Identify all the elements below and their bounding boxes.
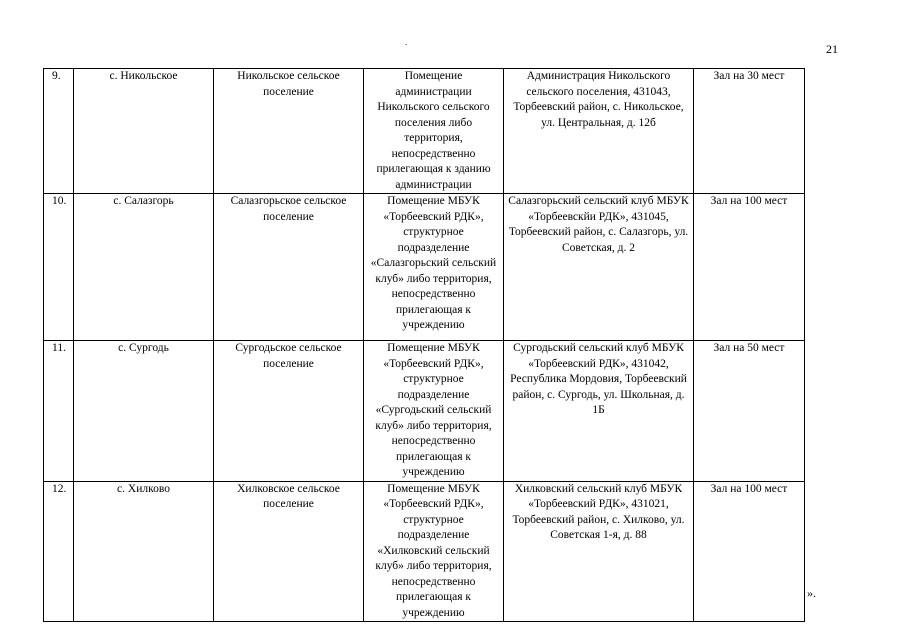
row-number: 10. <box>44 194 74 341</box>
capacity-cell: Зал на 100 мест <box>694 194 805 341</box>
address-cell: Салазгорьский сельский клуб МБУК «Торбеевскйи РДК», 431045, Торбеевский район, с. Салазгорь, ул. Советская, д. 2 <box>504 194 694 341</box>
table-row <box>44 481 805 622</box>
locality-cell: с. Сургодь <box>74 341 214 482</box>
address-cell: Хилковский сельский клуб МБУК «Торбеевский РДК», 431021, Торбеевский район, с. Хилково, ул. Советская 1-я, д. 88 <box>504 481 694 622</box>
locality-cell: с. Хилково <box>74 481 214 622</box>
scan-speck <box>405 44 407 45</box>
capacity-cell: Зал на 50 мест <box>694 341 805 482</box>
row-number: 12. <box>44 481 74 622</box>
address-cell: Сургодьский сельский клуб МБУК «Торбеевский РДК», 431042, Республика Мордовия, Торбеевский район, с. Сургодь, ул. Школьная, д. 1Б <box>504 341 694 482</box>
settlement-cell: Сургодьское сельское поселение <box>214 341 364 482</box>
table-row <box>44 341 805 482</box>
venue-cell: Помещение МБУК «Торбеевский РДК», структурное подразделение «Хилковский сельский клуб» либо территория, непосредственно прилегающая к учреждению <box>364 481 504 622</box>
capacity-cell: Зал на 30 мест <box>694 69 805 194</box>
venue-cell: Помещение МБУК «Торбеевский РДК», структурное подразделение «Сургодьский сельский клуб» либо территория, непосредственно прилегающая к учреждению <box>364 341 504 482</box>
settlement-cell: Салазгорьское сельское поселение <box>214 194 364 341</box>
table-row <box>44 69 805 194</box>
settlement-cell: Никольское сельское поселение <box>214 69 364 194</box>
locality-cell: с. Салазгорь <box>74 194 214 341</box>
settlement-cell: Хилковское сельское поселение <box>214 481 364 622</box>
table-row <box>44 194 805 341</box>
venue-cell: Помещение МБУК «Торбеевский РДК», структурное подразделение «Салазгорьский сельский клуб» либо территория, непосредственно прилегающая к учреждению <box>364 194 504 341</box>
locality-cell: с. Никольское <box>74 69 214 194</box>
page-number: 21 <box>826 42 838 56</box>
venue-cell: Помещение администрации Никольского сельского поселения либо территория, непосредственно прилегающая к зданию администрации <box>364 69 504 194</box>
capacity-cell: Зал на 100 мест <box>694 481 805 622</box>
row-number: 9. <box>44 69 74 194</box>
row-number: 11. <box>44 341 74 482</box>
address-cell: Администрация Никольского сельского поселения, 431043, Торбеевский район, с. Никольское, ул. Центральная, д. 12б <box>504 69 694 194</box>
polling-venues-table <box>43 68 805 622</box>
closing-quote-mark: ». <box>807 586 816 600</box>
